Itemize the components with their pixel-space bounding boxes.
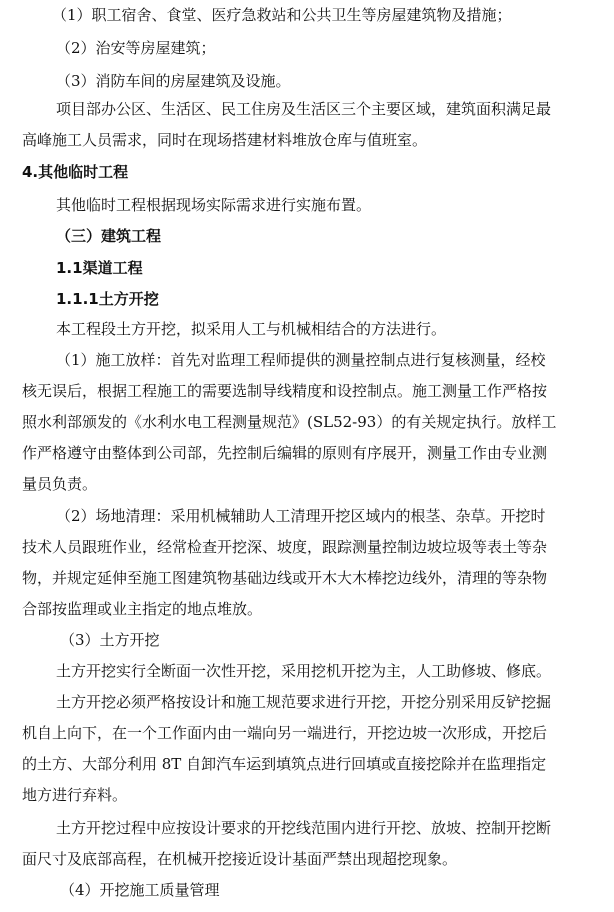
paragraph-line: （2）场地清理：采用机械辅助人工清理开挖区域内的根茎、杂草。开挖时 bbox=[56, 507, 546, 525]
list-item-1: （1）职工宿舍、食堂、医疗急救站和公共卫生等房屋建筑物及措施； bbox=[52, 6, 512, 24]
subsection-heading: 1.1.1土方开挖 bbox=[56, 290, 159, 308]
paragraph-line: （1）施工放样：首先对监理工程师提供的测量控制点进行复核测量，经校 bbox=[56, 351, 546, 369]
paragraph-line: 合部按监理或业主指定的地点堆放。 bbox=[22, 600, 263, 618]
paragraph-line: 本工程段土方开挖，拟采用人工与机械相结合的方法进行。 bbox=[56, 320, 447, 338]
list-item-heading: （4）开挖施工质量管理 bbox=[60, 881, 220, 899]
paragraph-line: 技术人员跟班作业，经常检查开挖深、坡度，跟踪测量控制边坡垃圾等表土等杂 bbox=[22, 538, 548, 556]
paragraph-line: 土方开挖必须严格按设计和施工规范要求进行开挖，开挖分别采用反铲挖掘 bbox=[56, 693, 552, 711]
paragraph-line: 高峰施工人员需求，同时在现场搭建材料堆放仓库与值班室。 bbox=[22, 131, 428, 149]
paragraph-line: 地方进行弃料。 bbox=[22, 786, 128, 804]
paragraph-line: 项目部办公区、生活区、民工住房及生活区三个主要区域，建筑面积满足最 bbox=[56, 100, 552, 118]
paragraph-line: 的土方、大部分利用 8T 自卸汽车运到填筑点进行回填或直接挖除并在监理指定 bbox=[22, 755, 547, 773]
section-heading: 4.其他临时工程 bbox=[22, 163, 129, 181]
list-item-heading: （3）土方开挖 bbox=[60, 631, 160, 649]
paragraph-line: 面尺寸及底部高程，在机械开挖接近设计基面严禁出现超挖现象。 bbox=[22, 850, 458, 868]
paragraph-line: 机自上向下，在一个工作面内由一端向另一端进行，开挖边坡一次形成，开挖后 bbox=[22, 724, 548, 742]
paragraph-line: 核无误后，根据工程施工的需要选制导线精度和设控制点。施工测量工作严格按 bbox=[22, 382, 548, 400]
subsection-heading: 1.1渠道工程 bbox=[56, 259, 143, 277]
paragraph-line: 量员负责。 bbox=[22, 475, 98, 493]
list-item-3: （3）消防车间的房屋建筑及设施。 bbox=[56, 72, 291, 90]
paragraph-line: 其他临时工程根据现场实际需求进行实施布置。 bbox=[56, 196, 372, 214]
paragraph-line: 作严格遵守由整体到公司部，先控制后编辑的原则有序展开，测量工作由专业测 bbox=[22, 444, 548, 462]
paragraph-line: 物，并规定延伸至施工图建筑物基础边线或开木大木棒挖边线外，清理的等杂物 bbox=[22, 569, 548, 587]
paragraph-line: 照水利部颁发的《水利水电工程测量规范》(SL52-93）的有关规定执行。放样工 bbox=[22, 413, 557, 431]
list-item-2: （2）治安等房屋建筑； bbox=[56, 39, 216, 57]
paragraph-line: 土方开挖过程中应按设计要求的开挖线范围内进行开挖、放坡、控制开挖断 bbox=[56, 819, 552, 837]
paragraph-line: 土方开挖实行全断面一次性开挖，采用挖机开挖为主，人工助修坡、修底。 bbox=[56, 662, 552, 680]
section-heading: （三）建筑工程 bbox=[56, 227, 162, 245]
